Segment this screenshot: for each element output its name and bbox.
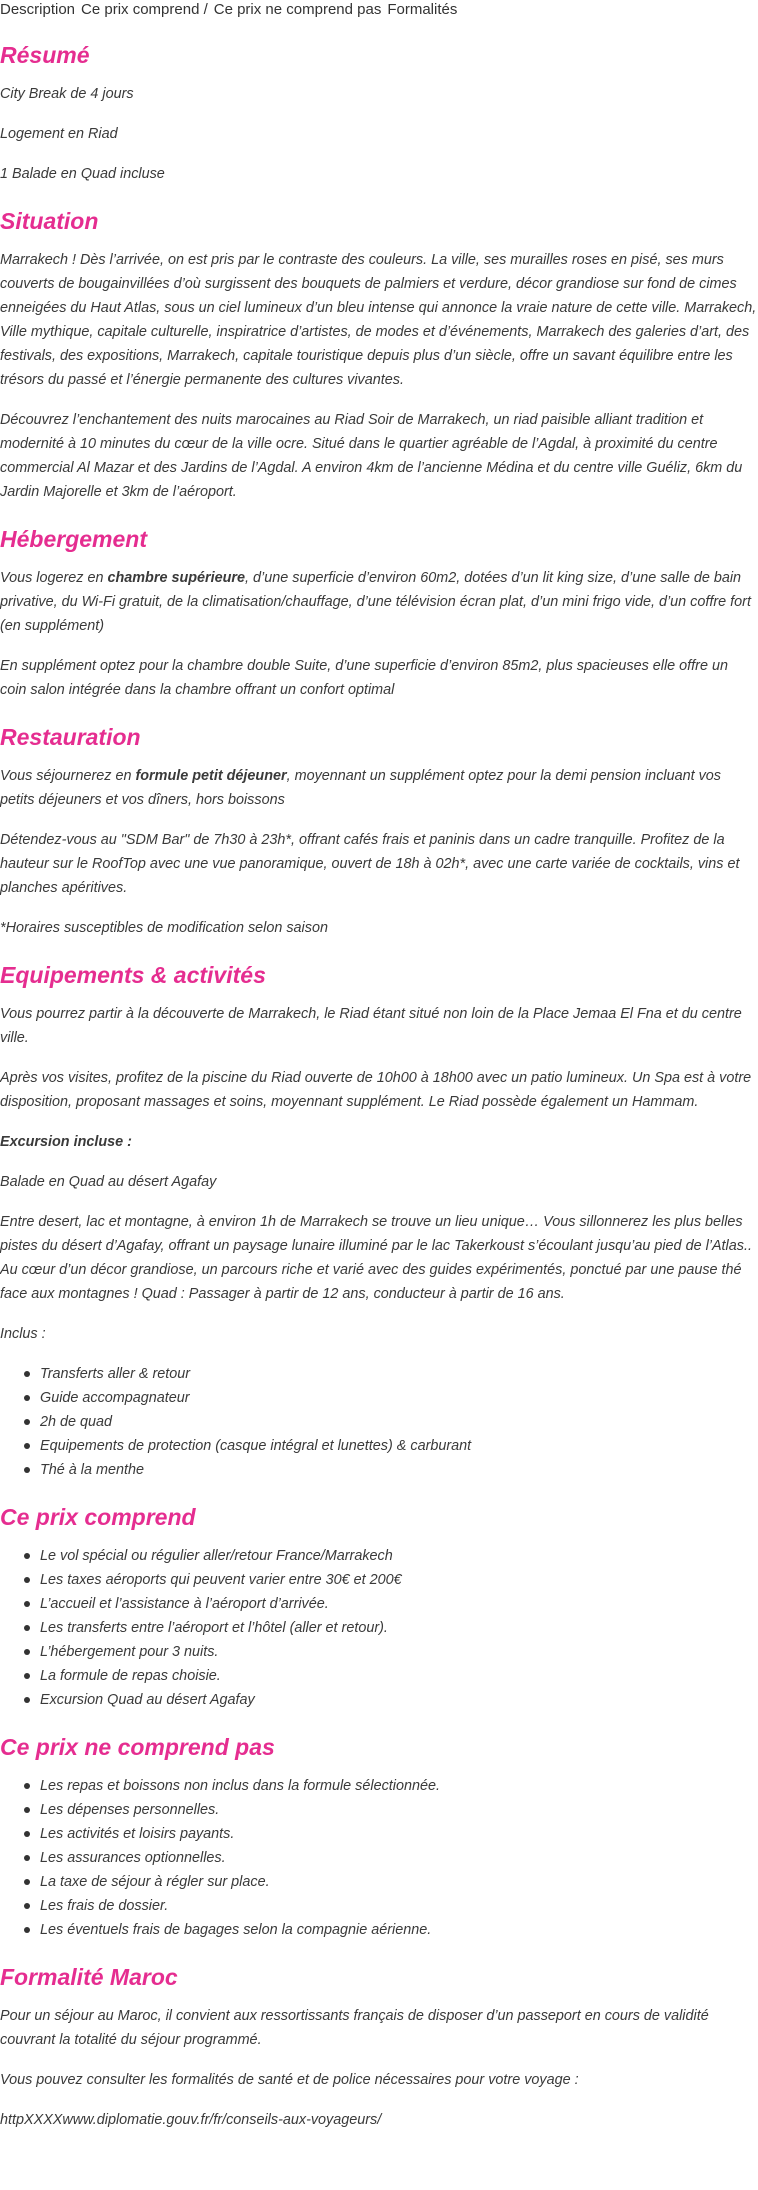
inclus-label: Inclus : — [0, 1326, 46, 1342]
section-title-equipements: Equipements & activités — [0, 962, 266, 988]
list-item: Les repas et boissons non inclus dans la formule sélectionnée. — [40, 1774, 758, 1798]
section-title-situation: Situation — [0, 208, 99, 234]
list-item: Les taxes aéroports qui peuvent varier entre 30€ et 200€ — [40, 1568, 758, 1592]
text-span: , moyennant un supplément optez pour la demi pension incluant vos petits déjeuners et vos dîners, hors boissons — [0, 768, 721, 808]
excursion-label — [0, 1130, 758, 1154]
prix-ne-comprend-list — [0, 1774, 758, 1942]
resume-line: City Break de 4 jours — [0, 86, 134, 102]
resume-line: 1 Balade en Quad incluse — [0, 166, 165, 182]
list-item: La formule de repas choisie. — [40, 1664, 758, 1688]
section-title-formalite: Formalité Maroc — [0, 1964, 178, 1990]
list-item: Guide accompagnateur — [40, 1386, 758, 1410]
tab-formalities[interactable]: Formalités — [387, 1, 458, 18]
room-type-bold: chambre supérieure — [107, 570, 246, 586]
text-span: Vous logerez en — [0, 570, 108, 586]
situation-paragraph: Marrakech ! Dès l’arrivée, on est pris par le contraste des couleurs. La ville, ses murailles roses en pisé, ses murs couverts de bougainvillées d’où surgissent des bouquets de palmiers et verdure, décor grandiose sur fond de cimes enneigées du Haut Atlas, sous un ciel lumineux d’un bleu intense qui annonce la vraie nature de cette ville. Marrakech, Ville mythique, capitale culturelle, inspiratrice d’artistes, de modes et d’événements, Marrakech des galeries d’art, des festivals, des expositions, Marrakech, capitale touristique depuis plus d’un siècle, offre un savant équilibre entre les trésors du passé et l’énergie permanente des cultures vivantes. — [0, 252, 757, 388]
section-title-hebergement: Hébergement — [0, 526, 147, 552]
hebergement-paragraph: En supplément optez pour la chambre double Suite, d’une superficie d’environ 85m2, plus spacieuses elle offre un coin salon intégrée dans la chambre offrant un confort optimal — [0, 658, 728, 698]
list-item: L’accueil et l’assistance à l’aéroport d’arrivée. — [40, 1592, 758, 1616]
section-title-restauration: Restauration — [0, 724, 141, 750]
list-item: Thé à la menthe — [40, 1458, 758, 1482]
text-span: Vous séjournerez en — [0, 768, 136, 784]
resume-line: Logement en Riad — [0, 126, 118, 142]
equipements-paragraph: Vous pourrez partir à la découverte de Marrakech, le Riad étant situé non loin de la Place Jemaa El Fna et du centre ville. — [0, 1006, 742, 1046]
list-item: Les assurances optionnelles. — [40, 1846, 758, 1870]
inclus-list — [0, 1362, 758, 1482]
section-title-resume: Résumé — [0, 42, 90, 68]
tab-bar — [0, 0, 758, 20]
restauration-paragraph — [0, 764, 758, 812]
formalite-paragraph: Vous pouvez consulter les formalités de santé et de police nécessaires pour votre voyage : — [0, 2072, 579, 2088]
list-item: 2h de quad — [40, 1410, 758, 1434]
list-item: Transferts aller & retour — [40, 1362, 758, 1386]
restauration-note: *Horaires susceptibles de modification selon saison — [0, 920, 328, 936]
excursion-description: Entre desert, lac et montagne, à environ 1h de Marrakech se trouve un lieu unique… Vous sillonnerez les plus belles pistes du désert d’Agafay, offrant un paysage lunaire illuminé par le lac Takerkoust s’écoulant jusqu’au pied de l’Atlas.. Au cœur d’un décor grandiose, un parcours riche et varié avec des guides expérimentés, ponctué par une pause thé face aux montagnes ! Quad : Passager à partir de 12 ans, conducteur à partir de 16 ans. — [0, 1214, 752, 1302]
excursion-label-bold: Excursion incluse : — [0, 1134, 132, 1150]
formalite-paragraph: Pour un séjour au Maroc, il convient aux ressortissants français de disposer d’un passeport en cours de validité couvrant la totalité du séjour programmé. — [0, 2008, 709, 2048]
meal-plan-bold: formule petit déjeuner — [135, 768, 287, 784]
list-item: Les activités et loisirs payants. — [40, 1822, 758, 1846]
list-item: Equipements de protection (casque intégral et lunettes) & carburant — [40, 1434, 758, 1458]
list-item: La taxe de séjour à régler sur place. — [40, 1870, 758, 1894]
list-item: Les éventuels frais de bagages selon la compagnie aérienne. — [40, 1918, 758, 1942]
formalite-link: httpXXXXwww.diplomatie.gouv.fr/fr/conseils-aux-voyageurs/ — [0, 2112, 382, 2128]
list-item: Les dépenses personnelles. — [40, 1798, 758, 1822]
list-item: Les transferts entre l’aéroport et l’hôtel (aller et retour). — [40, 1616, 758, 1640]
list-item: Excursion Quad au désert Agafay — [40, 1688, 758, 1712]
list-item: L’hébergement pour 3 nuits. — [40, 1640, 758, 1664]
tab-included[interactable]: Ce prix comprend / — [81, 1, 208, 18]
prix-comprend-list — [0, 1544, 758, 1712]
list-item: Les frais de dossier. — [40, 1894, 758, 1918]
tab-description[interactable]: Description — [0, 1, 76, 18]
section-title-prix-ne-comprend: Ce prix ne comprend pas — [0, 1734, 275, 1760]
list-item: Le vol spécial ou régulier aller/retour France/Marrakech — [40, 1544, 758, 1568]
tab-not-included[interactable]: Ce prix ne comprend pas — [213, 1, 382, 18]
excursion-name: Balade en Quad au désert Agafay — [0, 1174, 217, 1190]
situation-paragraph: Découvrez l’enchantement des nuits marocaines au Riad Soir de Marrakech, un riad paisible alliant tradition et modernité à 10 minutes du cœur de la ville ocre. Situé dans le quartier agréable de l’Agdal, à proximité du centre commercial Al Mazar et des Jardins de l’Agdal. A environ 4km de l’ancienne Médina et du centre ville Guéliz, 6km du Jardin Majorelle et 3km de l’aéroport. — [0, 412, 743, 500]
equipements-paragraph: Après vos visites, profitez de la piscine du Riad ouverte de 10h00 à 18h00 avec un patio lumineux. Un Spa est à votre disposition, proposant massages et soins, moyennant supplément. Le Riad possède également un Hammam. — [0, 1070, 752, 1110]
hebergement-paragraph — [0, 566, 758, 638]
section-title-prix-comprend: Ce prix comprend — [0, 1504, 196, 1530]
restauration-paragraph: Détendez-vous au "SDM Bar" de 7h30 à 23h*, offrant cafés frais et paninis dans un cadre tranquille. Profitez de la hauteur sur le RoofTop avec une vue panoramique, ouvert de 18h à 02h*, avec une carte variée de cocktails, vins et planches apéritives. — [0, 832, 740, 896]
text-span: , d’une superficie d’environ 60m2, dotées d’un lit king size, d’une salle de bain privative, du Wi-Fi gratuit, de la climatisation/chauffage, d’une télévision écran plat, d’un mini frigo vide, d’un coffre fort (en supplément) — [0, 570, 751, 634]
